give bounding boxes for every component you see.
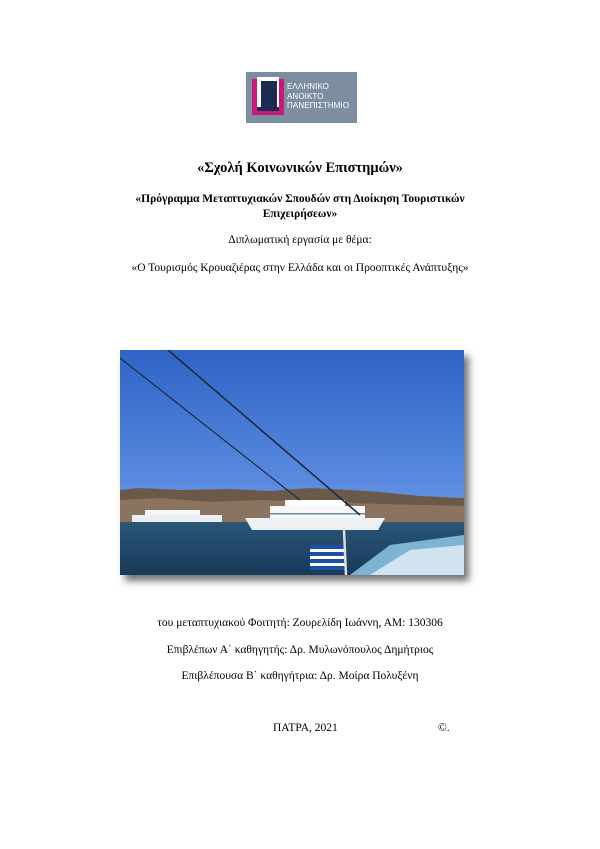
subject-label: Διπλωματική εργασία με θέμα: (228, 234, 372, 246)
cover-photo (120, 350, 464, 575)
thesis-title: «Ο Τουρισμός Κρουαζιέρας στην Ελλάδα και οι Προοπτικές Ανάπτυξης» (131, 262, 469, 274)
logo-line: ΑΝΟΙΚΤΟ (287, 91, 324, 101)
student-credit: του μεταπτυχιακού Φοιτητή: Ζουρελίδη Ιωάννη, ΑΜ: 130306 (157, 617, 443, 629)
program-line-2: Επιχειρήσεων» (262, 208, 338, 220)
school-name: «Σχολή Κοινωνικών Επιστημών» (197, 160, 403, 176)
cruise-ship-photo (120, 350, 464, 575)
copyright-mark: ©. (438, 722, 450, 734)
logo-line: ΠΑΝΕΠΙΣΤΗΜΙΟ (287, 101, 350, 110)
logo-line: ΕΛΛΗΝΙΚΟ (287, 82, 329, 91)
logo-emblem-icon (252, 77, 284, 117)
program-line-1: «Πρόγραμμα Μεταπτυχιακών Σπουδών στη Διοίκηση Τουριστικών (135, 193, 465, 205)
supervisor-a-credit: Επιβλέπων Α΄ καθηγητής: Δρ. Μυλωνόπουλος Δημήτριος (166, 644, 434, 656)
university-logo (246, 72, 357, 123)
logo-text (287, 82, 349, 111)
supervisor-b-credit: Επιβλέπουσα Β΄ καθηγήτρια: Δρ. Μοίρα Πολυξένη (181, 670, 419, 682)
place-date: ΠΑΤΡΑ, 2021 (273, 722, 338, 734)
program-name (0, 192, 600, 222)
